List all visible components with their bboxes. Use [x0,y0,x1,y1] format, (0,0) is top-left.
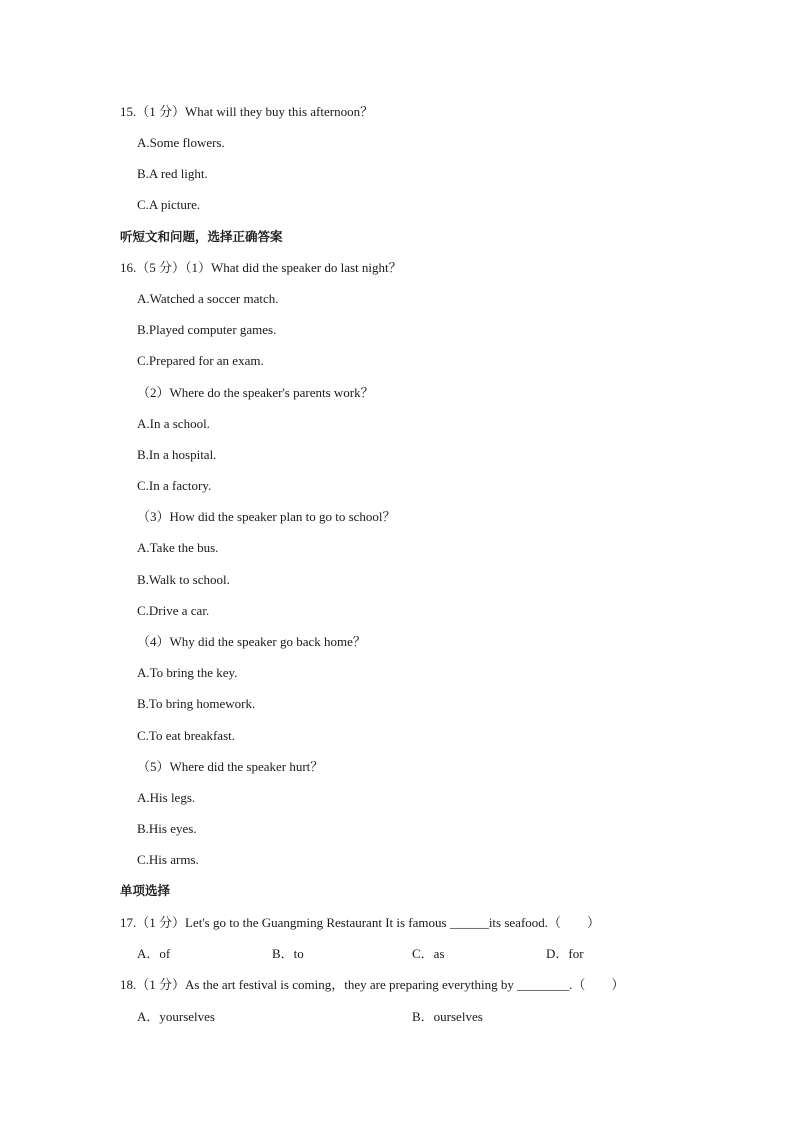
question-15: 15.（1 分）What will they buy this afternoon？ [120,104,374,119]
q16-4-option-a: A.To bring the key. [137,665,238,680]
q16-sub-4: （4）Why did the speaker go back home？ [137,634,366,649]
section-heading-single-choice: 单项选择 [120,883,171,898]
q18-options [0,1009,794,1025]
q16-3-option-b: B.Walk to school. [137,572,230,587]
q16-1-option-a: A.Watched a soccer match. [137,291,279,306]
q16-5-option-b: B.His eyes. [137,821,197,836]
q16-sub-3: （3）How did the speaker plan to go to school？ [137,509,396,524]
q15-option-b: B.A red light. [137,166,208,181]
q18-option-b: B．ourselves [412,1009,483,1024]
q17-option-c: C．as [412,946,445,961]
question-17: 17.（1 分）Let's go to the Guangming Restaurant It is famous ______its seafood.（ ） [120,915,601,930]
q16-2-option-c: C.In a factory. [137,478,212,493]
q16-2-option-a: A.In a school. [137,416,210,431]
q17-option-d: D．for [546,946,584,961]
q17-options [0,946,794,962]
q16-5-option-a: A.His legs. [137,790,196,805]
section-heading-listening: 听短文和问题，选择正确答案 [120,229,283,244]
q16-2-option-b: B.In a hospital. [137,447,217,462]
q16-4-option-c: C.To eat breakfast. [137,728,235,743]
q17-option-a: A．of [137,946,171,961]
q16-1-option-b: B.Played computer games. [137,322,277,337]
q16-3-option-a: A.Take the bus. [137,540,219,555]
q15-option-c: C.A picture. [137,197,201,212]
q17-option-b: B．to [272,946,304,961]
question-16: 16.（5 分）（1）What did the speaker do last night？ [120,260,402,275]
q16-sub-2: （2）Where do the speaker's parents work？ [137,385,374,400]
question-18: 18.（1 分）As the art festival is coming，they are preparing everything by ________.（ ） [120,977,625,992]
q16-sub-5: （5）Where did the speaker hurt？ [137,759,324,774]
q16-5-option-c: C.His arms. [137,852,199,867]
q15-option-a: A.Some flowers. [137,135,225,150]
q18-option-a: A．yourselves [137,1009,215,1024]
q16-3-option-c: C.Drive a car. [137,603,210,618]
q16-1-option-c: C.Prepared for an exam. [137,353,264,368]
q16-4-option-b: B.To bring homework. [137,696,256,711]
